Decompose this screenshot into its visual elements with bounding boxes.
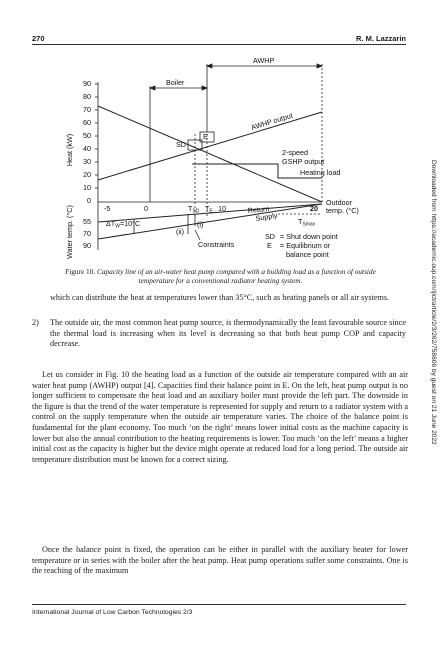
heat-tick-60: 60: [83, 118, 91, 127]
awhp-bracket-arrow-left: [207, 64, 212, 68]
temp-tick-10: 10: [218, 204, 226, 213]
tsmax-label: $T_{Smax}$: [298, 217, 316, 228]
constraints-pointer: [195, 230, 200, 240]
gshp-label-line2: GSHP output: [282, 157, 325, 166]
temp-tick-20: 20: [310, 204, 318, 213]
water-tick-70: 70: [83, 229, 91, 238]
heat-tick-80: 80: [83, 92, 91, 101]
delta-tw-label: $\Delta T_W=10^\circ C$: [106, 219, 141, 230]
heat-axis-title: Heat (kW): [65, 133, 74, 167]
legend-sd-key: SD: [265, 232, 275, 241]
heat-tick-70: 70: [83, 105, 91, 114]
outdoor-label-line1: Outdoor: [326, 198, 352, 207]
download-note: Downloaded from https://academic.oup.com/ijlct/article/2/3/262/758606 by guest on 21 June 2022: [430, 160, 437, 445]
awhp-label: AWHP: [253, 56, 275, 65]
temp-tick-0: 0: [144, 204, 148, 213]
caption-text: Capacity line of an air-water heat pump compared with a building load as a function of outside temperature for a conventional radiator heating system.: [96, 267, 376, 286]
constraints-label: Constraints: [198, 240, 235, 249]
boiler-bracket-arrow-left: [150, 86, 155, 90]
tsd-label: $T_{SD}$: [188, 204, 200, 215]
boiler-bracket-arrow-right: [202, 86, 207, 90]
heat-tick-10: 10: [83, 183, 91, 192]
caption-label: Figure 10.: [65, 267, 96, 276]
heat-tick-50: 50: [83, 131, 91, 140]
page-number: 270: [32, 34, 45, 43]
paragraph-main: Let us consider in Fig. 10 the heating load as a function of the outside air temperature compared with an air water heat pump (AWHP) output [4]. Capacities find their balance point in E. On the left, heat pump output is no longer sufficient to compensate the heat load and an auxiliary boiler must provide the left part. The downside in the figure is that the trend of the water temperature is represented for supply and return to a radiator system with a control on the supply temperature when the outside air temperature varies. The choice of the balance point is fundamental for the plant economy. Too much ‘on the right’ means lower initial costs as the machine capacity is lower but also the annual contribution to the heating requirements is lower. Too much ‘on the left’ means a higher initial cost as the capacity is higher but the device might operate at reduced load for a long period. The outside air temperature distribution must be known for a correct sizing.: [32, 370, 408, 464]
awhp-output-label: AWHP output: [249, 110, 294, 132]
figure-caption: [48, 267, 393, 286]
running-author: R. M. Lazzarin: [355, 34, 406, 43]
constraint-i-marker: (i): [197, 220, 204, 229]
heating-load-label: Heating load: [300, 168, 341, 177]
footer-rule: [32, 604, 406, 605]
awhp-output-line: [98, 112, 325, 180]
boiler-label: Boiler: [166, 78, 185, 87]
paragraph-main-2: Once the balance point is fixed, the operation can be either in parallel with the auxiliary heater for lower temperature or in series with the boiler after the heat pump. Heat pump operations suffer some constraints. One is the reaching of the maximum: [32, 545, 408, 576]
e-label: E: [203, 132, 208, 141]
awhp-bracket-arrow-right: [317, 64, 322, 68]
legend-e-val: = Equilibrium or: [280, 241, 331, 250]
journal-footer: International Journal of Low Carbon Technologies 2/3: [32, 609, 193, 616]
paragraph-continuation: which can distribute the heat at temperatures lower than 35°C, such as heating panels or all air systems.: [50, 293, 390, 302]
constraint-ii-marker: (ii): [176, 227, 184, 236]
return-label: Return: [247, 204, 270, 215]
figure-10-diagram: [60, 54, 380, 264]
list-number: 2): [32, 318, 39, 327]
water-axis-title: Water temp. (°C): [65, 205, 74, 259]
water-tick-55: 55: [83, 217, 91, 226]
heat-tick-20: 20: [83, 170, 91, 179]
heat-tick-marks: [95, 84, 98, 188]
supply-label: Supply: [254, 210, 279, 223]
legend-e-val2: balance point: [286, 250, 329, 259]
sd-label: SD: [176, 140, 186, 149]
header-rule: [32, 44, 406, 45]
legend-sd-val: = Shut down point: [280, 232, 338, 241]
temp-tick-minus5: -5: [104, 204, 111, 213]
gshp-label-line1: 2-speed: [282, 148, 308, 157]
outdoor-label-line2: temp. (°C): [326, 206, 359, 215]
heat-tick-90: 90: [83, 79, 91, 88]
heat-tick-40: 40: [83, 144, 91, 153]
legend-e-key: E: [267, 241, 272, 250]
heat-tick-30: 30: [83, 157, 91, 166]
te-label: $T_E$: [205, 204, 213, 215]
water-tick-90: 90: [83, 241, 91, 250]
list-text: The outside air, the most common heat pump source, is thermodynamically the least favourable source since the thermal load is increasing when its level is decreasing so that both heat pump COP and capacity decrease.: [50, 318, 406, 349]
heat-tick-0: 0: [87, 196, 91, 205]
